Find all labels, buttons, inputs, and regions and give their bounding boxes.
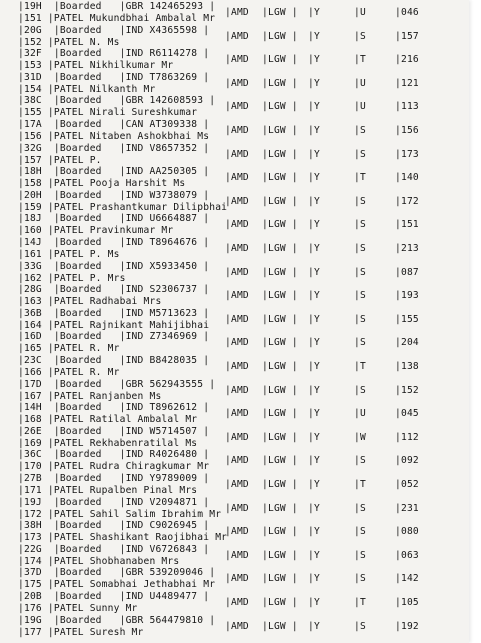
cabin-class: |Y — [308, 101, 320, 113]
sequence-number: |142 — [395, 573, 419, 585]
destination-code: |LGW | — [262, 313, 298, 325]
passenger-record — [18, 95, 458, 119]
cabin-class: |Y — [308, 148, 320, 160]
seat-status-document: |23C |Boarded |IND B8428035 | — [18, 355, 210, 366]
cabin-class: |Y — [308, 290, 320, 302]
origin-code: |AMD — [225, 195, 249, 207]
seat-status-document: |14J |Boarded |IND T8964676 | — [18, 237, 210, 248]
destination-code: |LGW | — [262, 479, 298, 490]
status-code: |W — [354, 431, 366, 443]
destination-code: |LGW | — [262, 54, 298, 66]
origin-code: |AMD — [225, 313, 249, 325]
status-code: |U — [354, 408, 366, 420]
sequence-number: |231 — [395, 502, 419, 514]
passenger-number-name: |174 |PATEL Shobhanaben Mrs — [18, 555, 180, 567]
status-code: |S — [354, 620, 366, 632]
status-code: |T — [354, 54, 366, 66]
seat-status-document: |19H |Boarded |GBR 142465293 | — [18, 1, 216, 12]
sequence-number: |151 — [395, 219, 419, 231]
cabin-class: |Y — [308, 243, 320, 254]
sequence-number: |105 — [395, 597, 419, 608]
passenger-record — [18, 544, 458, 568]
origin-code: |AMD — [225, 361, 249, 372]
destination-code: |LGW | — [262, 455, 298, 467]
status-code: |T — [354, 479, 366, 490]
sequence-number: |140 — [395, 172, 419, 184]
passenger-record — [18, 1, 458, 25]
sequence-number: |080 — [395, 526, 419, 538]
sequence-number: |087 — [395, 266, 419, 278]
destination-code: |LGW | — [262, 361, 298, 372]
cabin-class: |Y — [308, 361, 320, 372]
passenger-number-name: |172 |PATEL Sahil Salim Ibrahim Mr — [18, 508, 222, 520]
status-code: |T — [354, 172, 366, 184]
status-code: |S — [354, 30, 366, 42]
passenger-number-name: |154 |PATEL Nilkanth Mr — [18, 83, 156, 95]
passenger-number-name: |159 |PATEL Prashantkumar Dilipbhai — [18, 201, 228, 213]
origin-code: |AMD — [225, 620, 249, 632]
seat-status-document: |32F |Boarded |IND R6114278 | — [18, 48, 210, 60]
status-code: |T — [354, 361, 366, 372]
sequence-number: |157 — [395, 30, 419, 42]
destination-code: |LGW | — [262, 526, 298, 538]
status-code: |S — [354, 526, 366, 538]
origin-code: |AMD — [225, 266, 249, 278]
origin-code: |AMD — [225, 455, 249, 467]
status-code: |S — [354, 290, 366, 302]
sequence-number: |193 — [395, 290, 419, 302]
passenger-number-name: |163 |PATEL Radhabai Mrs — [18, 296, 162, 308]
passenger-record — [18, 48, 458, 72]
sequence-number: |216 — [395, 54, 419, 66]
seat-status-document: |31D |Boarded |IND T7863269 | — [18, 71, 210, 83]
passenger-record — [18, 331, 458, 355]
origin-code: |AMD — [225, 30, 249, 42]
passenger-record — [18, 473, 458, 497]
seat-status-document: |27B |Boarded |IND Y9789009 | — [18, 473, 210, 484]
origin-code: |AMD — [225, 573, 249, 585]
destination-code: |LGW | — [262, 620, 298, 632]
destination-code: |LGW | — [262, 195, 298, 207]
origin-code: |AMD — [225, 54, 249, 66]
cabin-class: |Y — [308, 597, 320, 608]
passenger-record — [18, 166, 458, 190]
passenger-number-name: |176 |PATEL Sunny Mr — [18, 603, 138, 614]
seat-status-document: |37D |Boarded |GBR 539209046 | — [18, 567, 216, 579]
cabin-class: |Y — [308, 7, 320, 18]
destination-code: |LGW | — [262, 125, 298, 136]
passenger-number-name: |177 |PATEL Suresh Mr — [18, 626, 144, 638]
passenger-number-name: |175 |PATEL Somabhai Jethabhai Mr — [18, 579, 216, 591]
seat-status-document: |36B |Boarded |IND M5713623 | — [18, 307, 210, 319]
passenger-number-name: |164 |PATEL Rajnikant Mahijibhai — [18, 319, 210, 331]
sequence-number: |046 — [395, 7, 419, 18]
status-code: |U — [354, 7, 366, 18]
passenger-record — [18, 72, 458, 96]
cabin-class: |Y — [308, 455, 320, 467]
seat-status-document: |36C |Boarded |IND R4026480 | — [18, 449, 210, 461]
destination-code: |LGW | — [262, 290, 298, 302]
seat-status-document: |20H |Boarded |IND W3738079 | — [18, 189, 210, 201]
origin-code: |AMD — [225, 384, 249, 396]
destination-code: |LGW | — [262, 77, 298, 89]
seat-status-document: |16D |Boarded |IND Z7346969 | — [18, 331, 210, 343]
cabin-class: |Y — [308, 408, 320, 420]
origin-code: |AMD — [225, 597, 249, 608]
passenger-record — [18, 520, 458, 544]
passenger-number-name: |169 |PATEL Rekhabenratilal Ms — [18, 437, 198, 449]
destination-code: |LGW | — [262, 431, 298, 443]
passenger-number-name: |160 |PATEL Pravinkumar Mr — [18, 225, 174, 237]
status-code: |S — [354, 455, 366, 467]
origin-code: |AMD — [225, 125, 249, 136]
cabin-class: |Y — [308, 30, 320, 42]
sequence-number: |092 — [395, 455, 419, 467]
passenger-record — [18, 449, 458, 473]
seat-status-document: |28G |Boarded |IND S2306737 | — [18, 284, 210, 296]
sequence-number: |138 — [395, 361, 419, 372]
status-code: |S — [354, 549, 366, 561]
passenger-record — [18, 143, 458, 167]
sequence-number: |213 — [395, 243, 419, 254]
passenger-number-name: |173 |PATEL Shashikant Raojibhai Mr — [18, 532, 228, 544]
passenger-number-name: |170 |PATEL Rudra Chiragkumar Mr — [18, 461, 210, 473]
destination-code: |LGW | — [262, 549, 298, 561]
destination-code: |LGW | — [262, 7, 298, 18]
destination-code: |LGW | — [262, 502, 298, 514]
passenger-record — [18, 402, 458, 426]
status-code: |S — [354, 573, 366, 585]
passenger-number-name: |166 |PATEL R. Mr — [18, 367, 120, 378]
destination-code: |LGW | — [262, 266, 298, 278]
cabin-class: |Y — [308, 125, 320, 136]
sequence-number: |173 — [395, 148, 419, 160]
origin-code: |AMD — [225, 479, 249, 490]
status-code: |S — [354, 125, 366, 136]
cabin-class: |Y — [308, 502, 320, 514]
passenger-number-name: |157 |PATEL P. — [18, 154, 102, 166]
passenger-record — [18, 497, 458, 521]
status-code: |S — [354, 195, 366, 207]
sequence-number: |156 — [395, 125, 419, 136]
passenger-record — [18, 308, 458, 332]
sequence-number: |172 — [395, 195, 419, 207]
seat-status-document: |32G |Boarded |IND V8657352 | — [18, 142, 210, 154]
passenger-record — [18, 190, 458, 214]
sequence-number: |045 — [395, 408, 419, 420]
passenger-number-name: |158 |PATEL Pooja Harshit Ms — [18, 178, 186, 190]
status-code: |S — [354, 313, 366, 325]
passenger-number-name: |153 |PATEL Nikhilkumar Mr — [18, 60, 174, 72]
passenger-record — [18, 615, 458, 639]
cabin-class: |Y — [308, 573, 320, 585]
passenger-record — [18, 591, 458, 615]
sequence-number: |152 — [395, 384, 419, 396]
status-code: |S — [354, 337, 366, 349]
destination-code: |LGW | — [262, 101, 298, 113]
origin-code: |AMD — [225, 431, 249, 443]
passenger-number-name: |155 |PATEL Nirali Sureshkumar — [18, 107, 198, 119]
cabin-class: |Y — [308, 54, 320, 66]
destination-code: |LGW | — [262, 337, 298, 349]
seat-status-document: |19G |Boarded |GBR 564479810 | — [18, 614, 216, 626]
cabin-class: |Y — [308, 549, 320, 561]
passenger-record — [18, 355, 458, 379]
destination-code: |LGW | — [262, 573, 298, 585]
passenger-number-name: |165 |PATEL R. Mr — [18, 343, 120, 355]
sequence-number: |112 — [395, 431, 419, 443]
seat-status-document: |38H |Boarded |IND C9026945 | — [18, 520, 210, 532]
destination-code: |LGW | — [262, 597, 298, 608]
passenger-record — [18, 25, 458, 49]
status-code: |S — [354, 502, 366, 514]
passenger-number-name: |167 |PATEL Ranjanben Ms — [18, 390, 162, 402]
cabin-class: |Y — [308, 384, 320, 396]
origin-code: |AMD — [225, 243, 249, 254]
seat-status-document: |18J |Boarded |IND U6664887 | — [18, 213, 210, 225]
origin-code: |AMD — [225, 101, 249, 113]
sequence-number: |192 — [395, 620, 419, 632]
destination-code: |LGW | — [262, 219, 298, 231]
cabin-class: |Y — [308, 195, 320, 207]
status-code: |S — [354, 219, 366, 231]
cabin-class: |Y — [308, 337, 320, 349]
cabin-class: |Y — [308, 172, 320, 184]
cabin-class: |Y — [308, 431, 320, 443]
passenger-number-name: |161 |PATEL P. Ms — [18, 249, 120, 260]
passenger-record — [18, 261, 458, 285]
destination-code: |LGW | — [262, 243, 298, 254]
seat-status-document: |33G |Boarded |IND X5933450 | — [18, 260, 210, 272]
status-code: |S — [354, 243, 366, 254]
sequence-number: |063 — [395, 549, 419, 561]
destination-code: |LGW | — [262, 172, 298, 184]
origin-code: |AMD — [225, 290, 249, 302]
seat-status-document: |17D |Boarded |GBR 562943555 | — [18, 378, 216, 390]
seat-status-document: |20B |Boarded |IND U4489477 | — [18, 591, 210, 602]
cabin-class: |Y — [308, 77, 320, 89]
sequence-number: |113 — [395, 101, 419, 113]
sequence-number: |155 — [395, 313, 419, 325]
cabin-class: |Y — [308, 266, 320, 278]
passenger-number-name: |171 |PATEL Rupalben Pinal Mrs — [18, 485, 198, 496]
passenger-number-name: |156 |PATEL Nitaben Ashokbhai Ms — [18, 131, 210, 142]
origin-code: |AMD — [225, 77, 249, 89]
cabin-class: |Y — [308, 313, 320, 325]
destination-code: |LGW | — [262, 384, 298, 396]
destination-code: |LGW | — [262, 408, 298, 420]
cabin-class: |Y — [308, 526, 320, 538]
passenger-number-name: |162 |PATEL P. Mrs — [18, 272, 126, 284]
seat-status-document: |18H |Boarded |IND AA250305 | — [18, 166, 210, 178]
seat-status-document: |22G |Boarded |IND V6726843 | — [18, 543, 210, 555]
status-code: |U — [354, 77, 366, 89]
destination-code: |LGW | — [262, 148, 298, 160]
passenger-record — [18, 567, 458, 591]
status-code: |S — [354, 266, 366, 278]
seat-status-document: |26E |Boarded |IND W5714507 | — [18, 425, 210, 437]
status-code: |U — [354, 101, 366, 113]
seat-status-document: |19J |Boarded |IND V2094871 | — [18, 496, 210, 508]
origin-code: |AMD — [225, 549, 249, 561]
seat-status-document: |38C |Boarded |GBR 142608593 | — [18, 95, 216, 107]
origin-code: |AMD — [225, 502, 249, 514]
sequence-number: |204 — [395, 337, 419, 349]
sequence-number: |052 — [395, 479, 419, 490]
sequence-number: |121 — [395, 77, 419, 89]
cabin-class: |Y — [308, 620, 320, 632]
origin-code: |AMD — [225, 7, 249, 18]
passenger-record — [18, 284, 458, 308]
origin-code: |AMD — [225, 219, 249, 231]
status-code: |S — [354, 148, 366, 160]
passenger-record — [18, 379, 458, 403]
origin-code: |AMD — [225, 148, 249, 160]
seat-status-document: |20G |Boarded |IND X4365598 | — [18, 24, 210, 36]
destination-code: |LGW | — [262, 30, 298, 42]
passenger-record — [18, 119, 458, 143]
origin-code: |AMD — [225, 408, 249, 420]
status-code: |T — [354, 597, 366, 608]
passenger-record — [18, 213, 458, 237]
origin-code: |AMD — [225, 526, 249, 538]
status-code: |S — [354, 384, 366, 396]
cabin-class: |Y — [308, 219, 320, 231]
seat-status-document: |14H |Boarded |IND T8962612 | — [18, 402, 210, 414]
passenger-number-name: |152 |PATEL N. Ms — [18, 36, 120, 48]
seat-status-document: |17A |Boarded |CAN AT309338 | — [18, 119, 210, 130]
cabin-class: |Y — [308, 479, 320, 490]
passenger-number-name: |151 |PATEL Mukundbhai Ambalal Mr — [18, 13, 216, 24]
origin-code: |AMD — [225, 337, 249, 349]
passenger-record — [18, 237, 458, 261]
origin-code: |AMD — [225, 172, 249, 184]
passenger-number-name: |168 |PATEL Ratilal Ambalal Mr — [18, 414, 198, 426]
passenger-record — [18, 426, 458, 450]
